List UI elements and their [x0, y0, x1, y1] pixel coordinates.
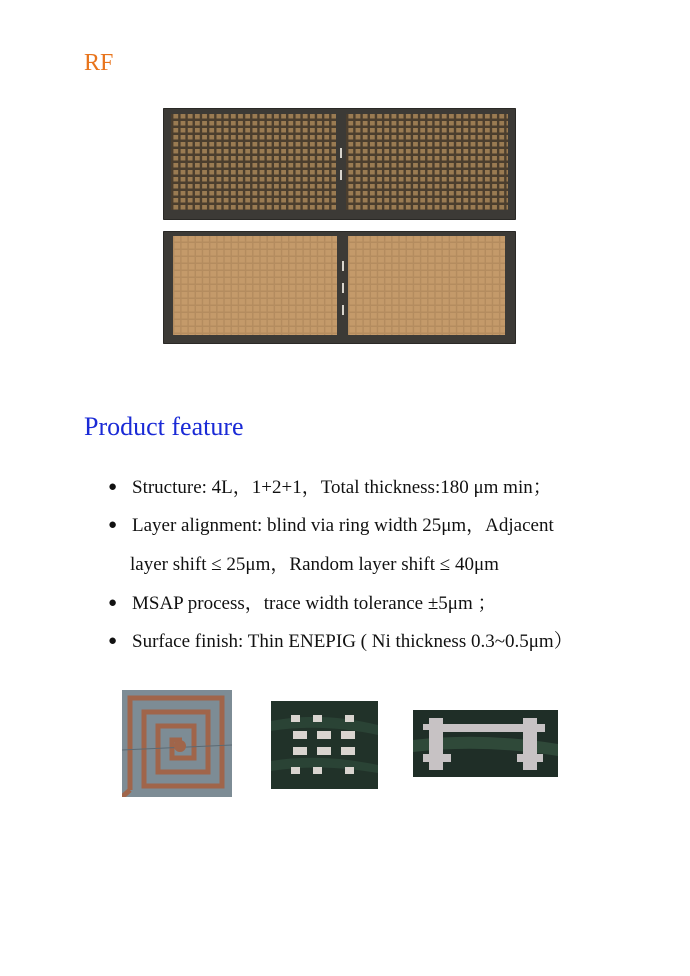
- feature-item: [108, 626, 573, 653]
- feature-text: Structure: 4L，1+2+1，Total thickness:180 μm min；: [132, 477, 552, 498]
- pcb-panel-top-left-grid: [171, 114, 336, 210]
- feature-item: [108, 588, 496, 615]
- feature-text: Layer alignment: blind via ring width 25μm，Adjacent: [132, 515, 554, 536]
- product-feature-title: Product feature: [84, 412, 244, 441]
- slot-mark: [340, 148, 342, 158]
- feature-item: [108, 510, 554, 537]
- bullet-icon: ●: [108, 517, 118, 533]
- bullet-icon: ●: [108, 633, 118, 649]
- pad-array-graphic: [271, 701, 378, 789]
- bullet-icon: ●: [108, 595, 118, 611]
- feature-text: MSAP process，trace width tolerance ±5μm ；: [132, 593, 497, 614]
- spiral-inductor-graphic: [122, 690, 232, 797]
- trace-cross-section-graphic: [413, 710, 558, 777]
- slot-mark: [340, 170, 342, 180]
- spiral-inductor-micrograph: [122, 690, 232, 797]
- feature-item: [108, 472, 552, 499]
- pcb-panel-bottom-right-grid: [348, 236, 505, 335]
- slot-mark: [342, 305, 344, 315]
- slot-mark: [342, 261, 344, 271]
- feature-text: Surface finish: Thin ENEPIG ( Ni thickness 0.3~0.5μm）: [132, 631, 573, 652]
- pcb-panel-top-right-grid: [346, 114, 508, 210]
- feature-continuation: [130, 549, 499, 576]
- rf-section-title: RF: [84, 50, 114, 76]
- trace-cross-section-micrograph: [413, 710, 558, 777]
- pcb-panel-bottom-image: [163, 231, 516, 344]
- bullet-icon: ●: [108, 479, 118, 495]
- slot-mark: [342, 283, 344, 293]
- pcb-panel-bottom-left-grid: [173, 236, 337, 335]
- pcb-panel-top-image: [163, 108, 516, 220]
- pad-array-micrograph: [271, 701, 378, 789]
- feature-text: layer shift ≤ 25μm，Random layer shift ≤ 40μm: [130, 554, 499, 575]
